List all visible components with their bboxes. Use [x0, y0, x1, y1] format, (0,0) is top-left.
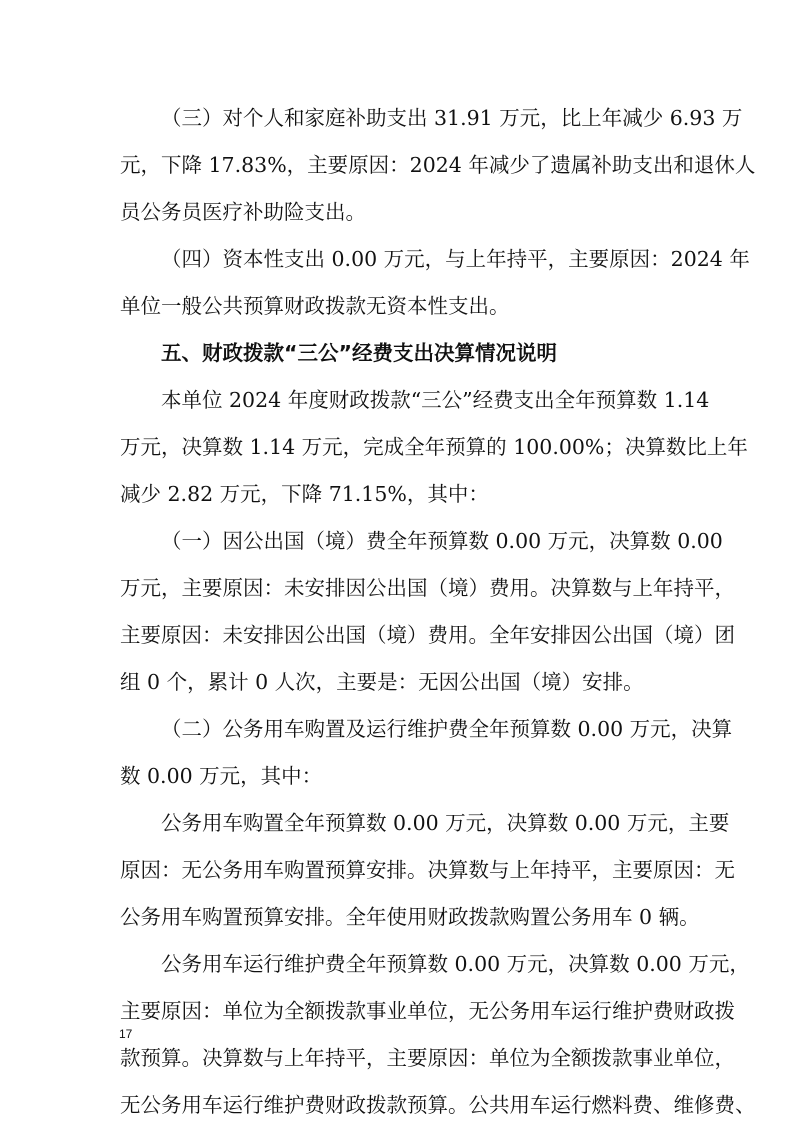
paragraph-line: 数 0.00 万元，其中：	[120, 764, 323, 788]
paragraph-line: 主要原因：单位为全额拨款事业单位，无公务用车运行维护费财政拨	[120, 999, 735, 1023]
page-number: 17	[119, 1027, 133, 1041]
paragraph-line: （四）资本性支出 0.00 万元，与上年持平，主要原因：2024 年	[161, 247, 750, 271]
paragraph-line: 公务用车运行维护费全年预算数 0.00 万元，决算数 0.00 万元，	[161, 952, 750, 976]
paragraph-line: 元，下降 17.83%，主要原因：2024 年减少了遗属补助支出和退休人	[120, 153, 756, 177]
paragraph-line: （一）因公出国（境）费全年预算数 0.00 万元，决算数 0.00	[161, 529, 723, 553]
paragraph-line: 主要原因：未安排因公出国（境）费用。全年安排因公出国（境）团	[120, 623, 735, 647]
paragraph-line: 公务用车购置预算安排。全年使用财政拨款购置公务用车 0 辆。	[120, 905, 700, 929]
paragraph-line: 公务用车购置全年预算数 0.00 万元，决算数 0.00 万元，主要	[161, 811, 730, 835]
paragraph-line: （三）对个人和家庭补助支出 31.91 万元，比上年减少 6.93 万	[161, 106, 743, 130]
paragraph-line: 万元，主要原因：未安排因公出国（境）费用。决算数与上年持平，	[120, 576, 735, 600]
paragraph-line: 员公务员医疗补助险支出。	[120, 200, 366, 224]
paragraph-line: 原因：无公务用车购置预算安排。决算数与上年持平，主要原因：无	[120, 858, 735, 882]
paragraph-line: 万元，决算数 1.14 万元，完成全年预算的 100.00%；决算数比上年	[120, 435, 748, 459]
paragraph-line: 单位一般公共预算财政拨款无资本性支出。	[120, 294, 510, 318]
paragraph-line: 无公务用车运行维护费财政拨款预算。公共用车运行燃料费、维修费、	[120, 1093, 756, 1117]
paragraph-line: （二）公务用车购置及运行维护费全年预算数 0.00 万元，决算	[161, 717, 733, 741]
paragraph-line: 本单位 2024 年度财政拨款“三公”经费支出全年预算数 1.14	[161, 388, 710, 412]
paragraph-line: 减少 2.82 万元，下降 71.15%，其中：	[120, 482, 489, 506]
paragraph-line: 组 0 个，累计 0 人次，主要是：无因公出国（境）安排。	[120, 670, 644, 694]
paragraph-line: 款预算。决算数与上年持平，主要原因：单位为全额拨款事业单位，	[120, 1046, 735, 1070]
section-heading: 五、财政拨款“三公”经费支出决算情况说明	[161, 341, 557, 365]
